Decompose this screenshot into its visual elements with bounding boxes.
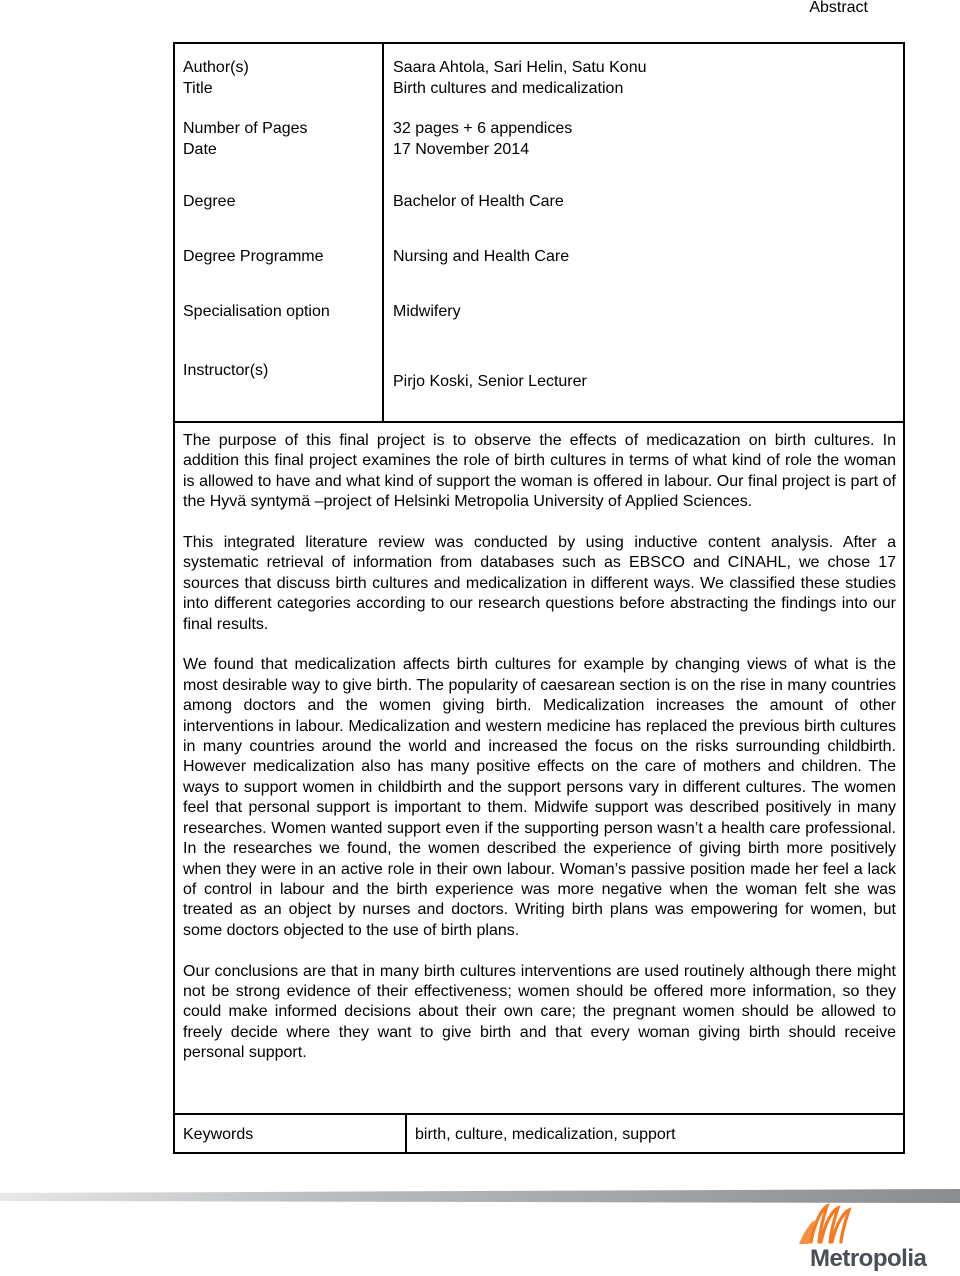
- programme-value: Nursing and Health Care: [393, 248, 570, 265]
- keywords-column-divider: [405, 1113, 407, 1154]
- abstract-paragraph-purpose: The purpose of this final project is to observe the effects of medicazation on birth cultures. In addition this final project examines the role of birth cultures in terms of what kind of role the woman is allowed to have and what kind of support the woman is offered in labour. Our final project is part of the Hyvä syntymä –project of Helsinki Metropolia University of Applied Sciences.: [183, 432, 896, 511]
- specialisation-value: Midwifery: [393, 303, 461, 320]
- page-label: Abstract: [809, 0, 868, 16]
- info-column-divider: [382, 42, 384, 423]
- authors-label: Author(s): [183, 59, 249, 76]
- abstract-body: [183, 431, 896, 1064]
- programme-label: Degree Programme: [183, 248, 324, 265]
- degree-label: Degree: [183, 193, 236, 210]
- keywords-top-divider: [173, 1113, 905, 1115]
- abstract-paragraph-conclusions: Our conclusions are that in many birth cultures interventions are used routinely although there might not be strong evidence of their effectiveness; women should be offered more information, so they could make informed decisions about their own care; the pregnant women should be allowed to freely decide where they want to give birth and that every woman giving birth should receive personal support.: [183, 962, 896, 1062]
- title-value: Birth cultures and medicalization: [393, 80, 624, 97]
- pages-label: Number of Pages: [183, 120, 308, 137]
- pages-value: 32 pages + 6 appendices: [393, 120, 573, 137]
- abstract-paragraph-results: We found that medicalization affects birth cultures for example by changing views of what is the most desirable way to give birth. The popularity of caesarean section is on the rise in many countries among doctors and the women giving birth. Medicalization increases the amount of other interventions in labour. Medicalization and western medicine has replaced the previous birth cultures in many countries around the world and increased the focus on the risks surrounding childbirth. However medicalization also has many positive effects on the care of mothers and children. The ways to support women in childbirth and the support persons vary in different cultures. The women feel that personal support is important to them. Midwife support was described positively in many researches. Women wanted support even if the supporting person wasn’t a health care professional. In the researches we found, the women described the experience of giving birth more positively when they were in an active role in their own labour. Woman’s passive position made her feel a lack of control in labour and the birth experience was more negative when the woman felt she was treated as an object by nurses and doctors. Writing birth plans was empowering for women, but some doctors objected to the use of birth plans.: [183, 656, 896, 939]
- date-label: Date: [183, 141, 217, 158]
- instructor-value: Pirjo Koski, Senior Lecturer: [393, 373, 587, 390]
- degree-value: Bachelor of Health Care: [393, 193, 564, 210]
- date-value: 17 November 2014: [393, 141, 530, 158]
- abstract-top-divider: [173, 421, 905, 423]
- instructor-label: Instructor(s): [183, 362, 269, 379]
- metropolia-wordmark: Metropolia: [810, 1245, 927, 1272]
- specialisation-label: Specialisation option: [183, 303, 330, 320]
- abstract-paragraph-method: This integrated literature review was conducted by using inductive content analysis. After a systematic retrieval of information from databases such as EBSCO and CINAHL, we chose 17 sources that discuss birth cultures and medicalization in different ways. We classified these studies into different categories according to our research questions before abstracting the findings into our final results.: [183, 534, 896, 633]
- authors-value: Saara Ahtola, Sari Helin, Satu Konu: [393, 59, 647, 76]
- keywords-value: birth, culture, medicalization, support: [415, 1126, 676, 1143]
- keywords-label: Keywords: [183, 1126, 254, 1143]
- title-label: Title: [183, 80, 213, 97]
